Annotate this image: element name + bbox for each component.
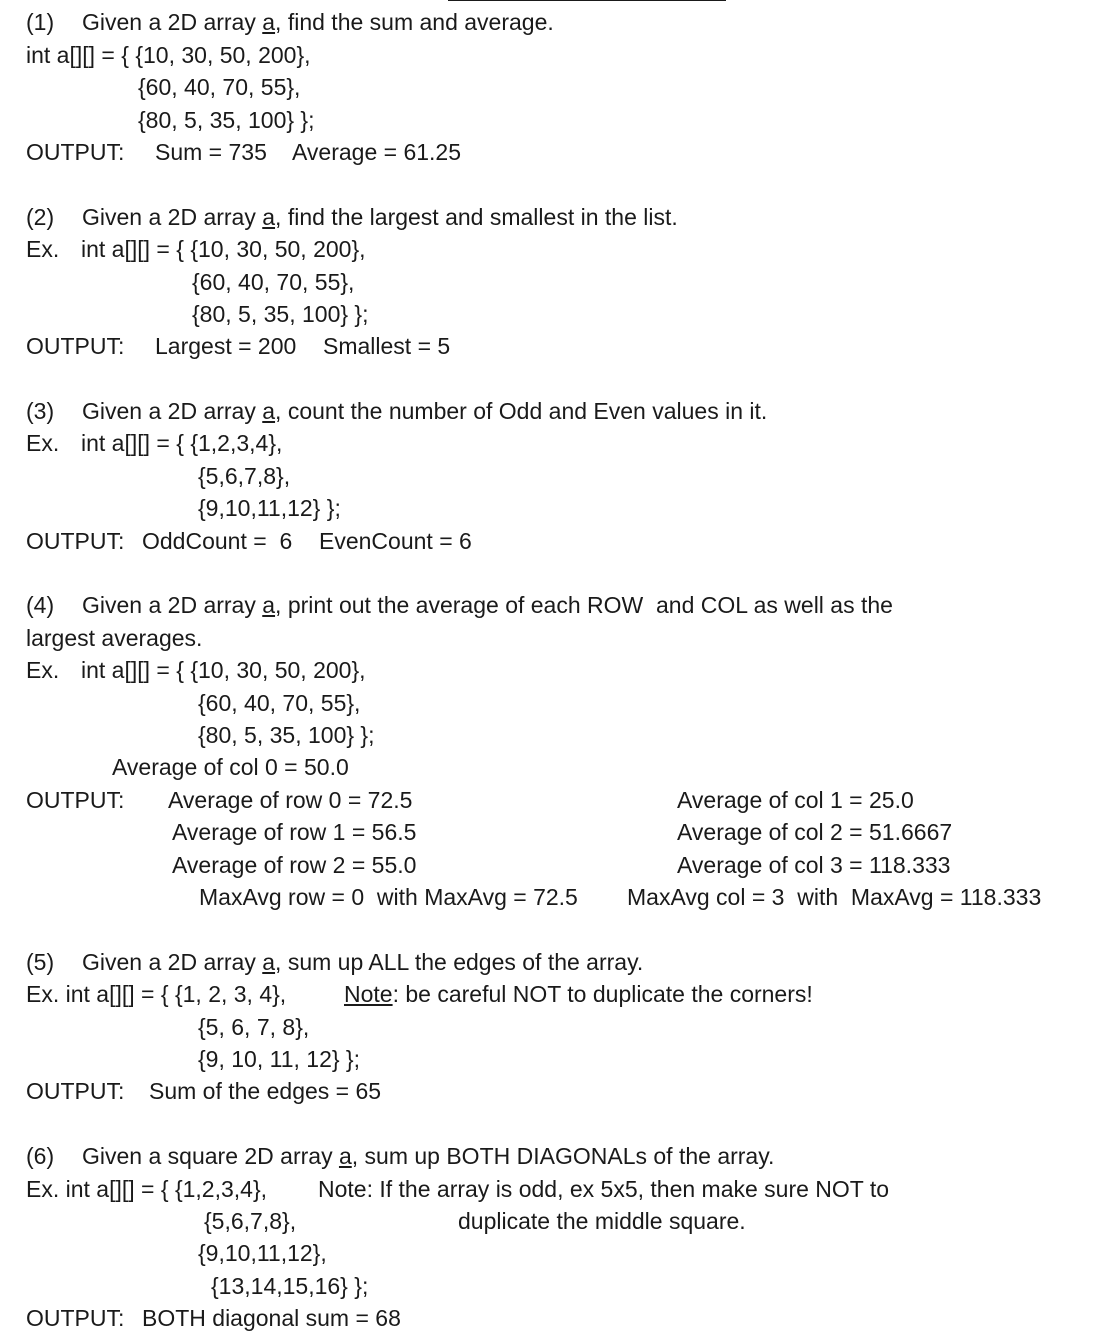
problem-4-number: (4) — [26, 592, 55, 618]
question-text: , sum up ALL the edges of the array. — [275, 949, 644, 975]
question-text: Given a 2D array — [82, 949, 263, 975]
question-text: Given a 2D array — [82, 398, 263, 424]
question-text: , count the number of Odd and Even values in it. — [275, 398, 768, 424]
code-line: {9, 10, 11, 12} }; — [198, 1046, 360, 1072]
code-line: {60, 40, 70, 55}, — [138, 74, 301, 100]
output-label: OUTPUT: — [26, 1305, 125, 1331]
code-line: int a[][] = { {10, 30, 50, 200}, — [81, 657, 366, 683]
code-line: int a[][] = { {1,2,3,4}, — [81, 430, 283, 456]
array-var: a — [262, 592, 276, 618]
question-text: Given a 2D array — [82, 592, 263, 618]
array-var: a — [262, 9, 276, 35]
problem-5-question — [82, 948, 643, 976]
average-row-1: Average of row 1 = 56.5 — [172, 819, 417, 845]
example-label: Ex. — [26, 657, 60, 683]
code-line: int a[][] = { {10, 30, 50, 200}, — [26, 42, 311, 68]
output-odd-count: OddCount = 6 — [142, 528, 293, 554]
output-label: OUTPUT: — [26, 528, 125, 554]
output-edge-sum: Sum of the edges = 65 — [149, 1078, 382, 1104]
problem-4-question — [82, 591, 893, 619]
code-line: {9,10,11,12} }; — [198, 495, 341, 521]
code-line: int a[][] = { {10, 30, 50, 200}, — [81, 236, 366, 262]
output-smallest: Smallest = 5 — [323, 333, 451, 359]
output-average: Average = 61.25 — [292, 139, 462, 165]
average-col-3: Average of col 3 = 118.333 — [677, 852, 951, 878]
problem-1-question — [82, 8, 554, 36]
output-sum: Sum = 735 — [155, 139, 267, 165]
code-line: {60, 40, 70, 55}, — [198, 690, 361, 716]
example-label: Ex. — [26, 430, 60, 456]
code-line: {80, 5, 35, 100} }; — [198, 722, 375, 748]
output-label: OUTPUT: — [26, 787, 125, 813]
problem-3-question — [82, 397, 767, 425]
problem-2-question — [82, 203, 678, 231]
problem-6-number: (6) — [26, 1143, 55, 1169]
code-line: {80, 5, 35, 100} }; — [192, 301, 369, 327]
average-col-2: Average of col 2 = 51.6667 — [677, 819, 953, 845]
note-text: : be careful NOT to duplicate the corners! — [392, 981, 813, 1007]
output-label: OUTPUT: — [26, 333, 125, 359]
output-diagonal-sum: BOTH diagonal sum = 68 — [142, 1305, 401, 1331]
problem-5-number: (5) — [26, 949, 55, 975]
code-line: {5, 6, 7, 8}, — [198, 1014, 310, 1040]
question-text: , sum up BOTH DIAGONALs of the array. — [351, 1143, 775, 1169]
average-col-1: Average of col 1 = 25.0 — [677, 787, 914, 813]
array-var: a — [262, 398, 276, 424]
output-largest: Largest = 200 — [155, 333, 297, 359]
question-text: Given a square 2D array — [82, 1143, 339, 1169]
output-label: OUTPUT: — [26, 1078, 125, 1104]
average-row-0: Average of row 0 = 72.5 — [168, 787, 413, 813]
code-line: Ex. int a[][] = { {1,2,3,4}, — [26, 1176, 268, 1202]
question-text: Given a 2D array — [82, 204, 263, 230]
code-line: {13,14,15,16} }; — [211, 1273, 369, 1299]
top-rule — [448, 0, 726, 1]
note-line-1: Note: If the array is odd, ex 5x5, then make sure NOT to — [318, 1176, 890, 1202]
code-line: {9,10,11,12}, — [198, 1240, 327, 1266]
note-line-2: duplicate the middle square. — [458, 1208, 746, 1234]
code-line: {80, 5, 35, 100} }; — [138, 107, 315, 133]
code-line: Ex. int a[][] = { {1, 2, 3, 4}, — [26, 981, 287, 1007]
code-line: {5,6,7,8}, — [204, 1208, 297, 1234]
average-col-0: Average of col 0 = 50.0 — [112, 754, 349, 780]
code-line: {60, 40, 70, 55}, — [192, 269, 355, 295]
note-label: Note — [344, 981, 393, 1007]
problem-6-question — [82, 1142, 774, 1170]
note — [344, 980, 813, 1008]
code-line: {5,6,7,8}, — [198, 463, 291, 489]
problem-3-number: (3) — [26, 398, 55, 424]
output-even-count: EvenCount = 6 — [319, 528, 472, 554]
question-text: , find the sum and average. — [275, 9, 554, 35]
output-label: OUTPUT: — [26, 139, 125, 165]
array-var: a — [262, 204, 276, 230]
problem-4-question-line2: largest averages. — [26, 625, 203, 651]
problem-2-number: (2) — [26, 204, 55, 230]
array-var: a — [338, 1143, 352, 1169]
average-row-2: Average of row 2 = 55.0 — [172, 852, 417, 878]
example-label: Ex. — [26, 236, 60, 262]
question-text: , find the largest and smallest in the list. — [275, 204, 678, 230]
question-text: , print out the average of each ROW and COL as well as the — [275, 592, 893, 618]
array-var: a — [262, 949, 276, 975]
max-avg-row: MaxAvg row = 0 with MaxAvg = 72.5 — [199, 884, 578, 910]
question-text: Given a 2D array — [82, 9, 263, 35]
max-avg-col: MaxAvg col = 3 with MaxAvg = 118.333 — [627, 884, 1042, 910]
problem-1-number: (1) — [26, 9, 55, 35]
